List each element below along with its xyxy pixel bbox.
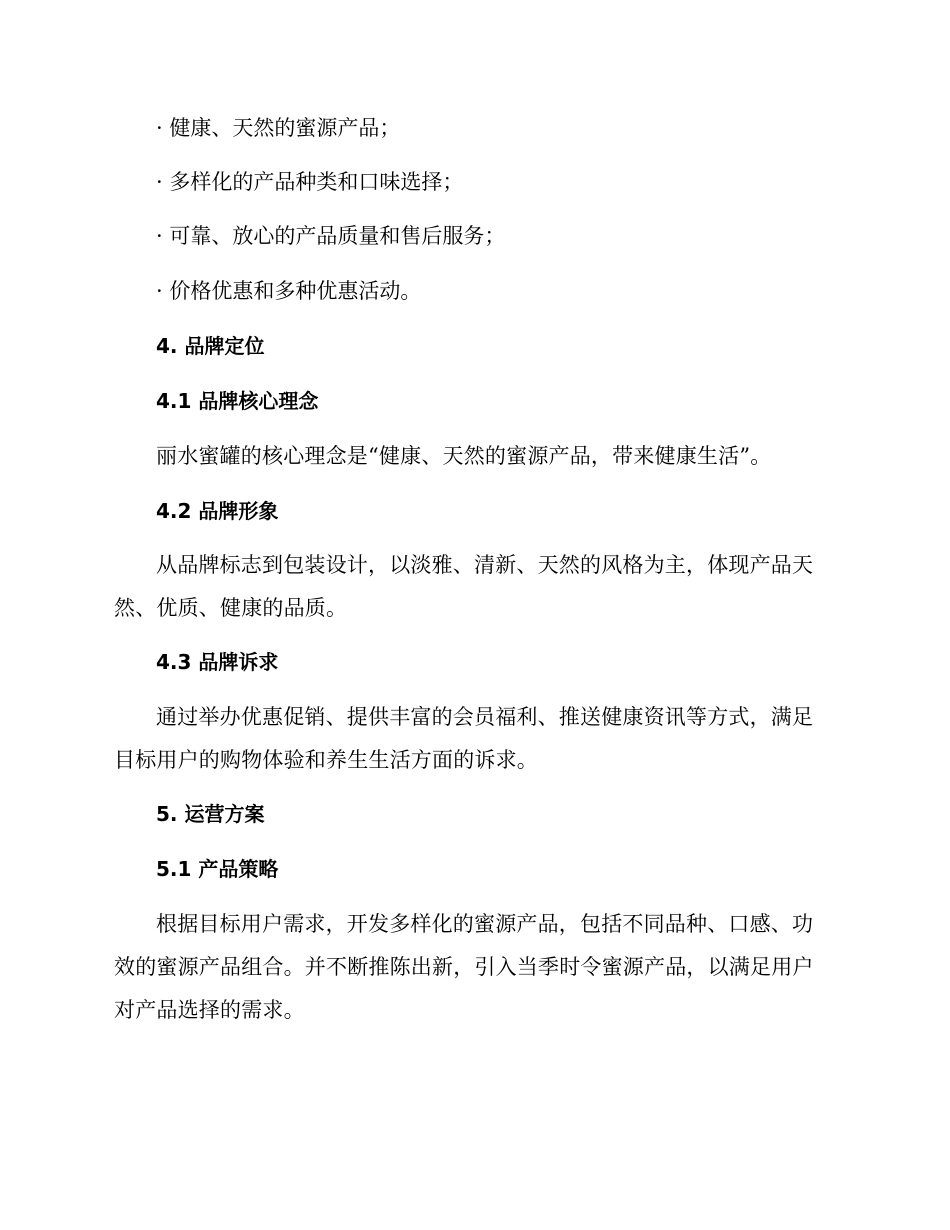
subsection-heading: 4.1 品牌核心理念 bbox=[156, 389, 319, 413]
subsection-heading: 5.1 产品策略 bbox=[156, 857, 279, 881]
section-heading: 4. 品牌定位 bbox=[156, 334, 265, 358]
paragraph-line: 目标用户的购物体验和养生生活方面的诉求。 bbox=[114, 748, 538, 772]
paragraph-line: 从品牌标志到包装设计，以淡雅、清新、天然的风格为主，体现产品天 bbox=[156, 553, 814, 577]
bullet-item: · 健康、天然的蜜源产品； bbox=[156, 116, 401, 140]
bullet-item: · 价格优惠和多种优惠活动。 bbox=[156, 279, 422, 303]
subsection-heading: 4.3 品牌诉求 bbox=[156, 650, 279, 674]
bullet-item: · 多样化的产品种类和口味选择； bbox=[156, 170, 464, 194]
paragraph-line: 效的蜜源产品组合。并不断推陈出新，引入当季时令蜜源产品，以满足用户 bbox=[114, 955, 814, 979]
paragraph-line: 丽水蜜罐的核心理念是“健康、天然的蜜源产品，带来健康生活”。 bbox=[156, 444, 772, 468]
paragraph-line: 对产品选择的需求。 bbox=[114, 998, 305, 1022]
section-heading: 5. 运营方案 bbox=[156, 802, 265, 826]
paragraph-line: 根据目标用户需求，开发多样化的蜜源产品，包括不同品种、口感、功 bbox=[156, 912, 814, 936]
bullet-item: · 可靠、放心的产品质量和售后服务； bbox=[156, 224, 506, 248]
subsection-heading: 4.2 品牌形象 bbox=[156, 499, 279, 523]
paragraph-line: 然、优质、健康的品质。 bbox=[114, 596, 348, 620]
paragraph-line: 通过举办优惠促销、提供丰富的会员福利、推送健康资讯等方式，满足 bbox=[156, 705, 814, 729]
